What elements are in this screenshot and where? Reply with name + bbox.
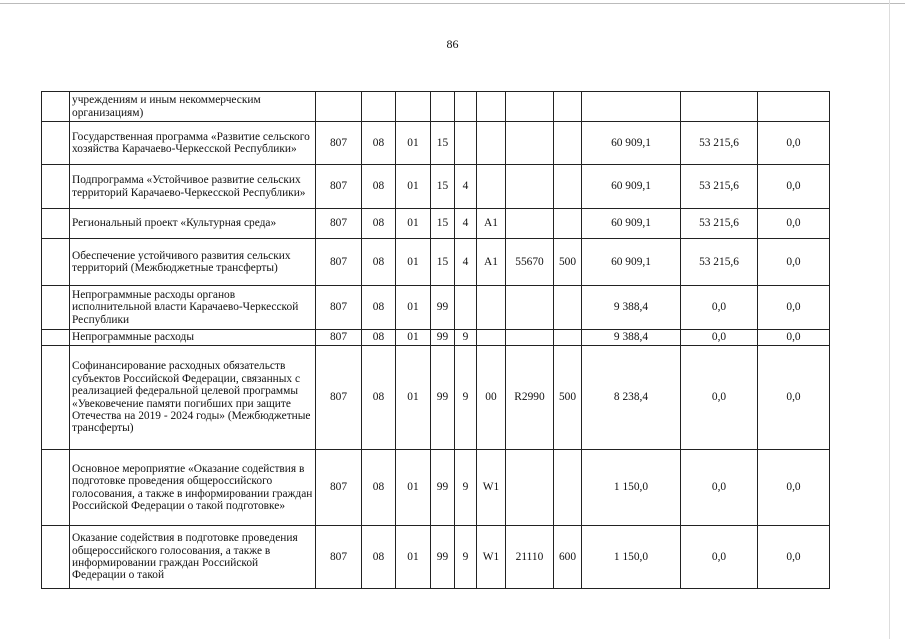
- project-code: W1: [477, 450, 506, 526]
- index-cell: [42, 165, 70, 209]
- direction-code: [506, 286, 554, 330]
- amount-year-1: 60 909,1: [582, 209, 681, 239]
- program-code: 99: [431, 330, 455, 346]
- index-cell: [42, 92, 70, 122]
- amount-year-2: 53 215,6: [681, 209, 758, 239]
- program-code: 15: [431, 122, 455, 165]
- project-code: [477, 286, 506, 330]
- amount-year-1: [582, 92, 681, 122]
- amount-year-3: [758, 92, 830, 122]
- subsection-code: 01: [396, 165, 431, 209]
- subprogram-code: 9: [455, 346, 477, 450]
- program-code: 99: [431, 346, 455, 450]
- amount-year-2: [681, 92, 758, 122]
- project-code: [477, 165, 506, 209]
- amount-year-3: 0,0: [758, 209, 830, 239]
- amount-year-2: 0,0: [681, 286, 758, 330]
- direction-code: [506, 122, 554, 165]
- amount-year-1: 9 388,4: [582, 330, 681, 346]
- amount-year-3: 0,0: [758, 450, 830, 526]
- table-row: [42, 330, 830, 346]
- amount-year-1: 1 150,0: [582, 526, 681, 589]
- amount-year-3: 0,0: [758, 239, 830, 286]
- program-code: [431, 92, 455, 122]
- grbs-code: [316, 92, 362, 122]
- direction-code: 21110: [506, 526, 554, 589]
- subprogram-code: [455, 286, 477, 330]
- expense-name: Обеспечение устойчивого развития сельских территорий (Межбюджетные трансферты): [70, 239, 316, 286]
- amount-year-3: 0,0: [758, 526, 830, 589]
- expense-type-code: [554, 92, 582, 122]
- section-code: 08: [362, 209, 396, 239]
- subsection-code: 01: [396, 526, 431, 589]
- table-row: [42, 346, 830, 450]
- expense-type-code: [554, 165, 582, 209]
- direction-code: [506, 450, 554, 526]
- section-code: 08: [362, 165, 396, 209]
- project-code: [477, 122, 506, 165]
- index-cell: [42, 450, 70, 526]
- expense-name: Государственная программа «Развитие сельского хозяйства Карачаево-Черкесской Республики»: [70, 122, 316, 165]
- program-code: 15: [431, 165, 455, 209]
- table-row: [42, 122, 830, 165]
- grbs-code: 807: [316, 239, 362, 286]
- expense-name: Непрограммные расходы: [70, 330, 316, 346]
- expense-type-code: [554, 209, 582, 239]
- subprogram-code: 9: [455, 330, 477, 346]
- amount-year-1: 1 150,0: [582, 450, 681, 526]
- subsection-code: 01: [396, 209, 431, 239]
- grbs-code: 807: [316, 209, 362, 239]
- table-row: [42, 239, 830, 286]
- index-cell: [42, 346, 70, 450]
- expense-name: Подпрограмма «Устойчивое развитие сельских территорий Карачаево-Черкесской Республики»: [70, 165, 316, 209]
- amount-year-1: 9 388,4: [582, 286, 681, 330]
- expense-name: учреждениям и иным некоммерческим организациям): [70, 92, 316, 122]
- table-row: [42, 526, 830, 589]
- expense-type-code: [554, 122, 582, 165]
- direction-code: [506, 92, 554, 122]
- expense-name: Непрограммные расходы органов исполнительной власти Карачаево-Черкесской Республики: [70, 286, 316, 330]
- expense-type-code: 600: [554, 526, 582, 589]
- expense-type-code: 500: [554, 346, 582, 450]
- grbs-code: 807: [316, 330, 362, 346]
- subsection-code: 01: [396, 346, 431, 450]
- grbs-code: 807: [316, 346, 362, 450]
- index-cell: [42, 330, 70, 346]
- direction-code: R2990: [506, 346, 554, 450]
- section-code: 08: [362, 239, 396, 286]
- subprogram-code: [455, 122, 477, 165]
- grbs-code: 807: [316, 526, 362, 589]
- expense-type-code: [554, 330, 582, 346]
- amount-year-2: 53 215,6: [681, 122, 758, 165]
- amount-year-3: 0,0: [758, 346, 830, 450]
- expense-type-code: [554, 450, 582, 526]
- amount-year-2: 53 215,6: [681, 165, 758, 209]
- table-row: [42, 92, 830, 122]
- amount-year-2: 53 215,6: [681, 239, 758, 286]
- section-code: 08: [362, 346, 396, 450]
- subsection-code: 01: [396, 286, 431, 330]
- expense-type-code: [554, 286, 582, 330]
- direction-code: 55670: [506, 239, 554, 286]
- project-code: [477, 92, 506, 122]
- project-code: A1: [477, 209, 506, 239]
- section-code: 08: [362, 330, 396, 346]
- amount-year-2: 0,0: [681, 330, 758, 346]
- amount-year-1: 60 909,1: [582, 122, 681, 165]
- amount-year-3: 0,0: [758, 165, 830, 209]
- amount-year-3: 0,0: [758, 122, 830, 165]
- project-code: [477, 330, 506, 346]
- subprogram-code: 4: [455, 165, 477, 209]
- amount-year-1: 8 238,4: [582, 346, 681, 450]
- amount-year-2: 0,0: [681, 450, 758, 526]
- subsection-code: 01: [396, 330, 431, 346]
- expense-name: Основное мероприятие «Оказание содействия в подготовке проведения общероссийского голосования, а также в информировании граждан Российской Федерации о такой подготовке»: [70, 450, 316, 526]
- page-number: 86: [446, 37, 459, 51]
- index-cell: [42, 122, 70, 165]
- subsection-code: 01: [396, 239, 431, 286]
- subsection-code: [396, 92, 431, 122]
- subprogram-code: [455, 92, 477, 122]
- program-code: 15: [431, 239, 455, 286]
- index-cell: [42, 286, 70, 330]
- table-row: [42, 165, 830, 209]
- project-code: 00: [477, 346, 506, 450]
- amount-year-1: 60 909,1: [582, 239, 681, 286]
- direction-code: [506, 165, 554, 209]
- budget-table: [41, 91, 830, 589]
- grbs-code: 807: [316, 122, 362, 165]
- section-code: [362, 92, 396, 122]
- subprogram-code: 4: [455, 239, 477, 286]
- index-cell: [42, 526, 70, 589]
- program-code: 99: [431, 526, 455, 589]
- table-row: [42, 286, 830, 330]
- direction-code: [506, 330, 554, 346]
- subprogram-code: 4: [455, 209, 477, 239]
- expense-name: Софинансирование расходных обязательств субъектов Российской Федерации, связанных с реализацией федеральной целевой программы «Увековечение памяти погибших при защите Отечества на 2019 - 2024 годы» (Межбюджетные трансферты): [70, 346, 316, 450]
- expense-name: Оказание содействия в подготовке проведения общероссийского голосования, а также в информировании граждан Российской Федерации о такой: [70, 526, 316, 589]
- amount-year-2: 0,0: [681, 526, 758, 589]
- direction-code: [506, 209, 554, 239]
- program-code: 99: [431, 286, 455, 330]
- table-row: [42, 450, 830, 526]
- amount-year-2: 0,0: [681, 346, 758, 450]
- amount-year-1: 60 909,1: [582, 165, 681, 209]
- index-cell: [42, 239, 70, 286]
- right-border-line: [889, 0, 890, 639]
- program-code: 99: [431, 450, 455, 526]
- section-code: 08: [362, 526, 396, 589]
- grbs-code: 807: [316, 450, 362, 526]
- project-code: A1: [477, 239, 506, 286]
- project-code: W1: [477, 526, 506, 589]
- subsection-code: 01: [396, 450, 431, 526]
- program-code: 15: [431, 209, 455, 239]
- subprogram-code: 9: [455, 526, 477, 589]
- index-cell: [42, 209, 70, 239]
- grbs-code: 807: [316, 165, 362, 209]
- section-code: 08: [362, 286, 396, 330]
- subprogram-code: 9: [455, 450, 477, 526]
- grbs-code: 807: [316, 286, 362, 330]
- section-code: 08: [362, 122, 396, 165]
- expense-type-code: 500: [554, 239, 582, 286]
- section-code: 08: [362, 450, 396, 526]
- subsection-code: 01: [396, 122, 431, 165]
- amount-year-3: 0,0: [758, 286, 830, 330]
- amount-year-3: 0,0: [758, 330, 830, 346]
- top-border-line: [0, 3, 905, 4]
- table-row: [42, 209, 830, 239]
- expense-name: Региональный проект «Культурная среда»: [70, 209, 316, 239]
